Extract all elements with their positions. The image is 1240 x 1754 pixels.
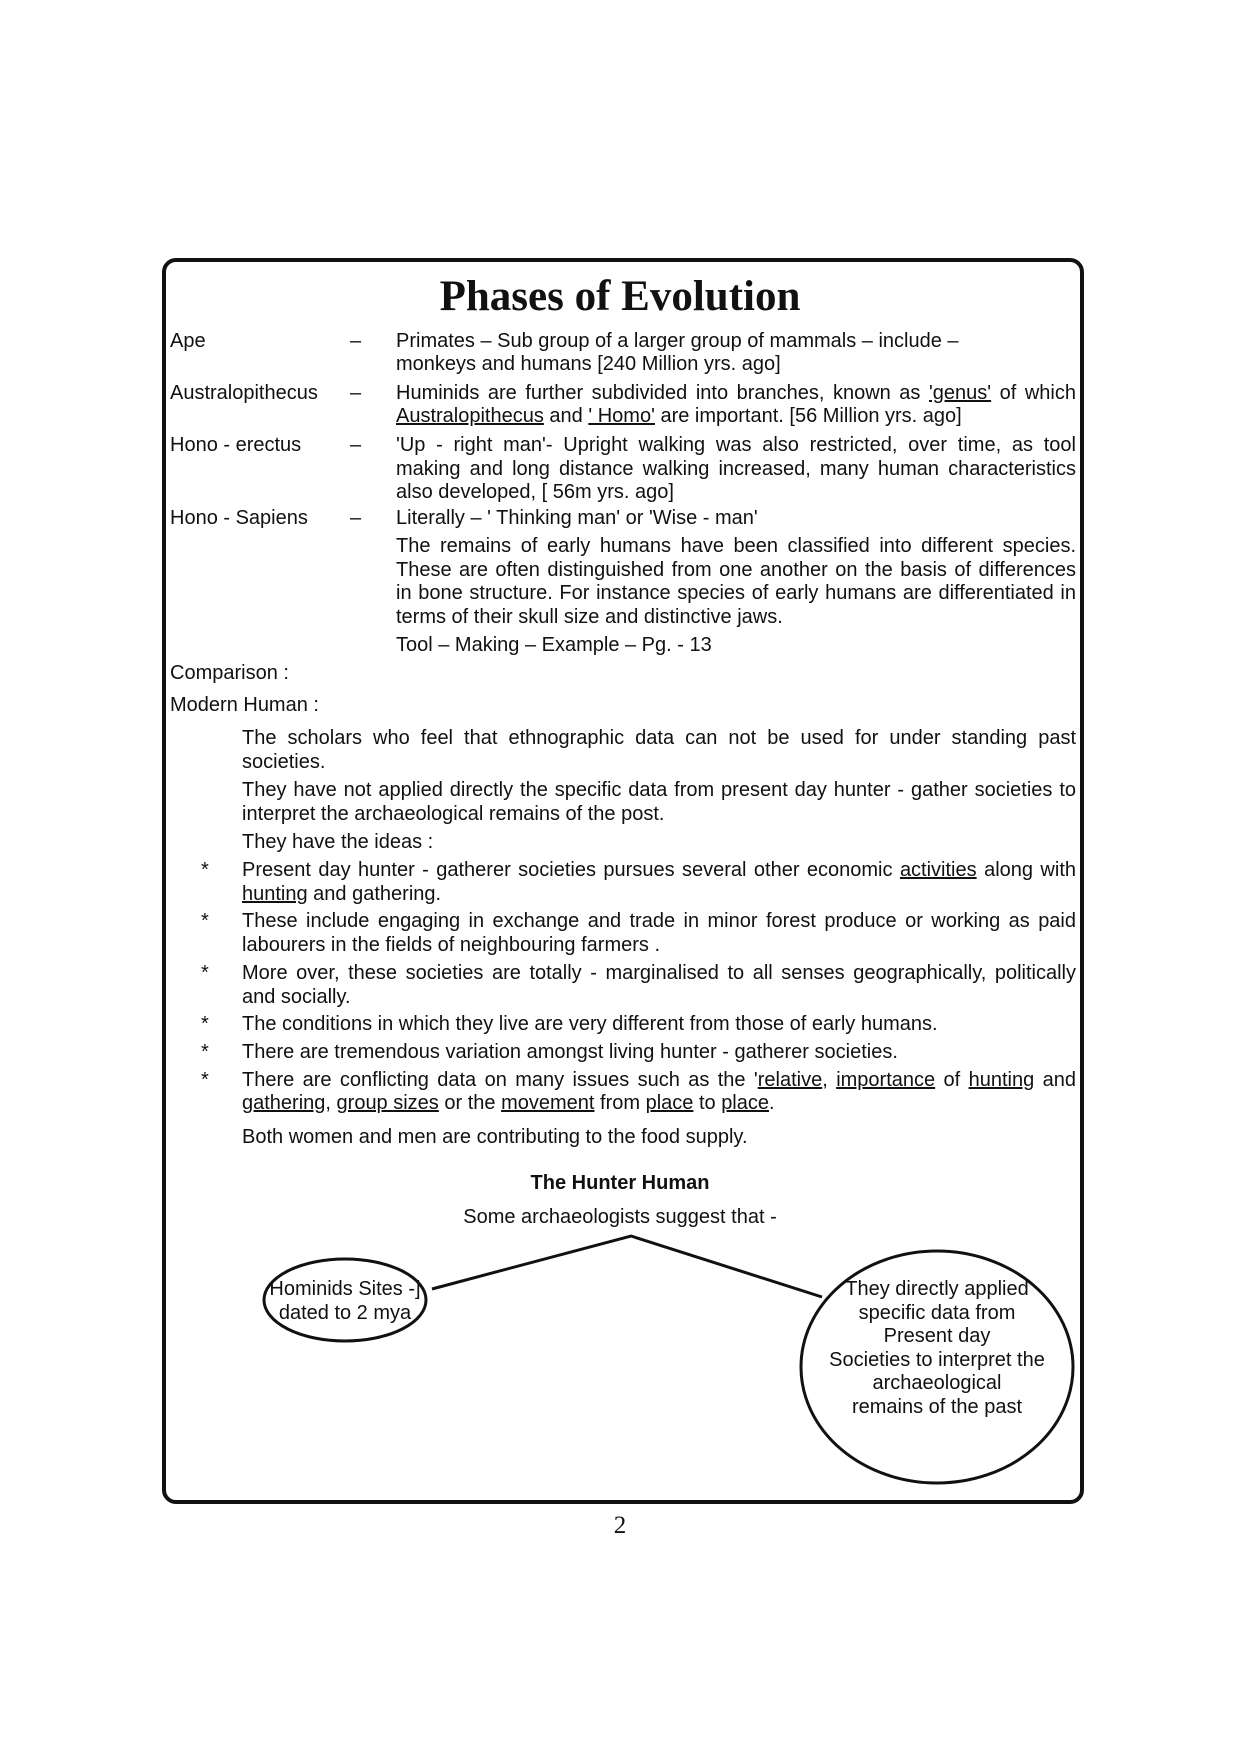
term-hono-sapiens: Hono - Sapiens bbox=[170, 507, 308, 529]
modern-human-label: Modern Human : bbox=[170, 694, 319, 716]
comparison-label: Comparison : bbox=[170, 662, 289, 684]
hunter-human-heading: The Hunter Human bbox=[530, 1172, 710, 1194]
bullet-marker: * bbox=[201, 859, 209, 881]
bullet-item: There are conflicting data on many issues such as the 'relative, importance of hunting and bbox=[242, 1069, 1076, 1091]
hunter-human-subtitle: Some archaeologists suggest that - bbox=[463, 1206, 777, 1228]
australopithecus-line-1: Huminids are further subdivided into branches, known as 'genus' of which bbox=[396, 382, 1076, 404]
page-number: 2 bbox=[613, 1512, 627, 1539]
bullet-item: Present day hunter - gatherer societies pursues several other economic activities along with hunting and gathering. bbox=[242, 859, 1076, 905]
ape-line-1: Primates – Sub group of a larger group of mammals – include – bbox=[396, 330, 959, 352]
bullet-item: These include engaging in exchange and trade in minor forest produce or working as paid labourers in the fields of neighbouring farmers . bbox=[242, 910, 1076, 956]
bullet-item: More over, these societies are totally - marginalised to all senses geographically, politically and socially. bbox=[242, 962, 1076, 1008]
dash: – bbox=[350, 330, 362, 352]
ideas-label: They have the ideas : bbox=[242, 831, 434, 853]
tool-making-ref: Tool – Making – Example – Pg. - 13 bbox=[396, 634, 712, 656]
bullet-item: There are tremendous variation amongst living hunter - gatherer societies. bbox=[242, 1041, 898, 1063]
page-title: Phases of Evolution bbox=[439, 273, 801, 320]
bullet-item: The conditions in which they live are very different from those of early humans. bbox=[242, 1013, 938, 1035]
connector-line bbox=[432, 1236, 822, 1297]
bullet-item-continued: gathering, group sizes or the movement from place to place. bbox=[242, 1092, 775, 1114]
bullet-marker: * bbox=[201, 1013, 209, 1035]
australopithecus-line-2: Australopithecus and ' Homo' are important. [56 Million yrs. ago] bbox=[396, 405, 962, 427]
species-paragraph: The remains of early humans have been classified into different species. These are often distinguished from one another on the basis of differences in bone structure. For instance species of early humans are differentiated in terms of their skull size and distinctive jaws. bbox=[396, 535, 1076, 628]
modern-paragraph-2: They have not applied directly the specific data from present day hunter - gather societies to interpret the archaeological remains of the post. bbox=[242, 779, 1076, 825]
bullet-marker: * bbox=[201, 1069, 209, 1091]
term-hono-erectus: Hono - erectus bbox=[170, 434, 302, 456]
hono-sapiens-line: Literally – ' Thinking man' or 'Wise - man' bbox=[396, 507, 758, 529]
bullet-marker: * bbox=[201, 910, 209, 932]
term-ape: Ape bbox=[170, 330, 206, 352]
ape-line-2: monkeys and humans [240 Million yrs. ago] bbox=[396, 353, 781, 375]
modern-paragraph-1: The scholars who feel that ethnographic data can not be used for under standing past societies. bbox=[242, 727, 1076, 773]
term-australopithecus: Australopithecus bbox=[170, 382, 318, 404]
dash: – bbox=[350, 507, 362, 529]
food-supply-note: Both women and men are contributing to the food supply. bbox=[242, 1126, 748, 1148]
bullet-marker: * bbox=[201, 1041, 209, 1063]
left-bubble-text: Hominids Sites -] dated to 2 mya bbox=[269, 1278, 421, 1324]
hono-erectus-text: 'Up - right man'- Upright walking was also restricted, over time, as tool making and long distance walking increased, many human characteristics also developed, [ 56m yrs. ago] bbox=[396, 434, 1076, 503]
right-bubble-text: They directly applied specific data from Present day Societies to interpret the archaeological remains of the past bbox=[829, 1278, 1045, 1418]
dash: – bbox=[350, 382, 362, 404]
dash: – bbox=[350, 434, 362, 456]
bullet-marker: * bbox=[201, 962, 209, 984]
